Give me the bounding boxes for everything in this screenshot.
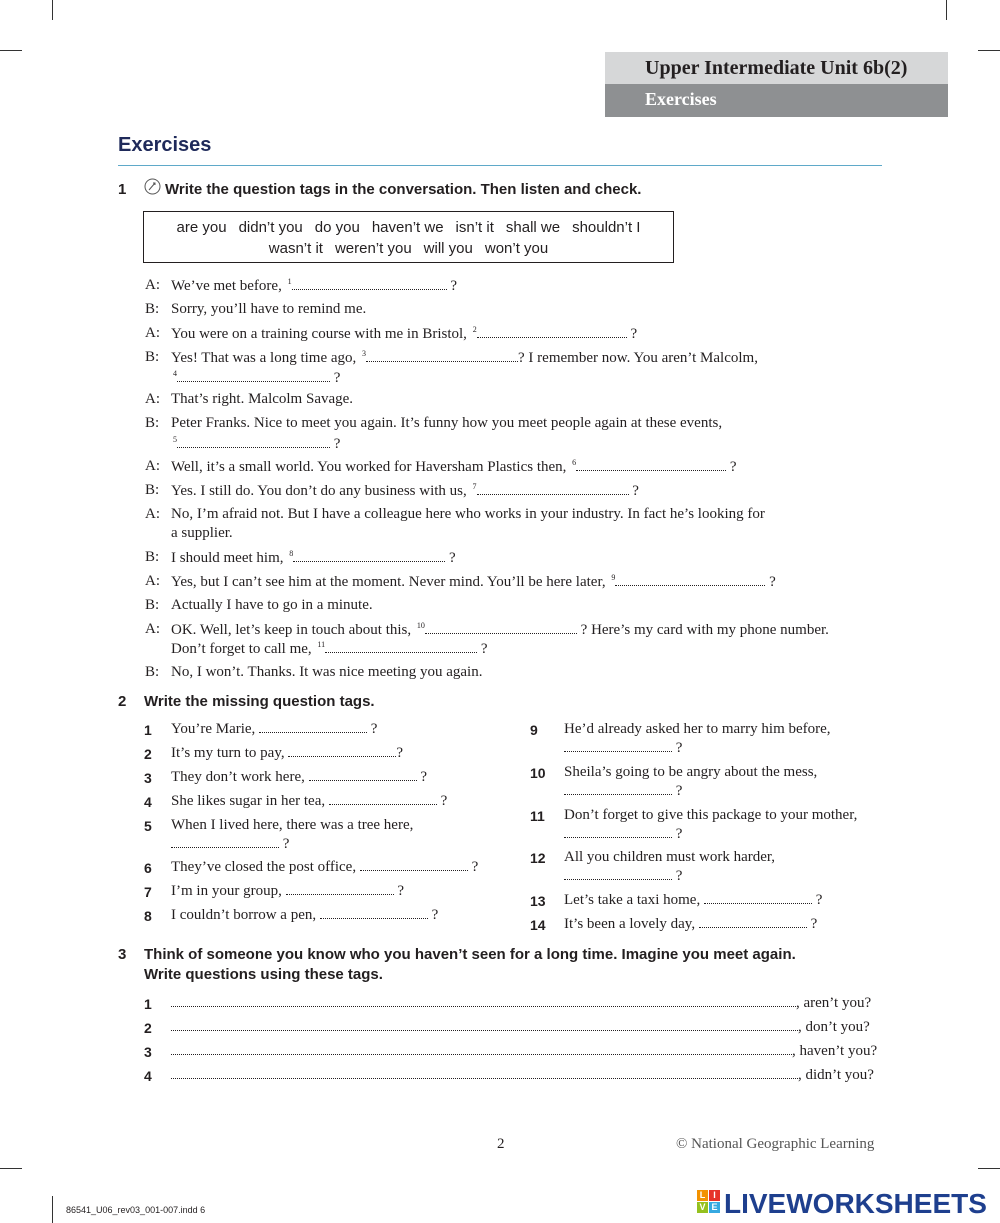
word-box-tag: will you	[423, 240, 473, 257]
question-mark: ?	[672, 868, 683, 884]
question-mark: ?	[672, 826, 683, 842]
exercise-2-number: 2	[118, 693, 127, 710]
conversation-line	[171, 277, 457, 295]
line-text-segment: ?	[726, 459, 737, 475]
answer-blank[interactable]	[292, 278, 447, 290]
gap-number: 1	[287, 277, 292, 286]
copyright: © National Geographic Learning	[676, 1136, 875, 1152]
question-mark: ?	[467, 859, 479, 875]
line-text-segment: ?	[626, 326, 638, 342]
line-text-segment: No, I’m afraid not. But I have a colleague here who works in your industry. In fact he’s looking for	[171, 506, 765, 522]
question-mark: ?	[396, 745, 404, 761]
speaker-label: B:	[145, 415, 160, 431]
writing-line	[171, 1019, 870, 1036]
answer-blank[interactable]	[576, 459, 726, 471]
item-text-segment: You’re Marie,	[171, 721, 260, 737]
conversation-line	[171, 435, 340, 453]
logo-letter-tile: L	[697, 1190, 708, 1201]
item-number: 6	[144, 860, 152, 876]
answer-blank[interactable]	[329, 793, 437, 805]
speaker-label: A:	[145, 506, 160, 522]
audio-disc-icon	[144, 178, 161, 195]
line-text-segment: a supplier.	[171, 525, 233, 541]
answer-blank[interactable]	[320, 907, 428, 919]
line-text-segment: Sorry, you’ll have to remind me.	[171, 301, 367, 317]
item-sentence	[171, 769, 427, 786]
conversation-line	[171, 525, 233, 542]
answer-blank[interactable]	[286, 883, 394, 895]
answer-blank[interactable]	[177, 370, 330, 382]
word-box-tag: won’t you	[484, 240, 549, 257]
speaker-label: B:	[145, 301, 160, 317]
gap-number: 4	[173, 369, 177, 378]
answer-blank[interactable]	[564, 826, 672, 838]
conversation-line	[171, 597, 373, 614]
item-number: 11	[530, 808, 545, 824]
item-number: 3	[144, 770, 152, 786]
item-number: 9	[530, 722, 538, 738]
item-number: 4	[144, 794, 152, 810]
unit-subtitle: Exercises	[605, 84, 948, 117]
crop-mark	[0, 50, 22, 51]
answer-blank[interactable]	[325, 641, 477, 653]
speaker-label: B:	[145, 597, 160, 613]
crop-mark	[0, 1168, 22, 1169]
line-text-segment: Don’t forget to call me,	[171, 641, 316, 657]
answer-blank[interactable]	[366, 350, 518, 362]
line-text-segment: No, I won’t. Thanks. It was nice meeting you again.	[171, 664, 483, 680]
word-box	[143, 211, 674, 263]
question-mark: ?	[367, 721, 378, 737]
line-text-segment: ? I remember now. You aren’t Malcolm,	[518, 350, 758, 366]
line-text-segment: ?	[330, 436, 341, 452]
item-sentence	[171, 883, 404, 900]
speaker-label: B:	[145, 349, 160, 365]
crop-mark	[52, 0, 53, 20]
exercise-3-instruction-line-1: Think of someone you know who you haven’t seen for a long time. Imagine you meet again.	[144, 946, 796, 963]
answer-blank[interactable]	[171, 1067, 798, 1079]
section-title: Exercises	[118, 134, 212, 156]
file-note: 86541_U06_rev03_001-007.indd 6	[66, 1205, 206, 1215]
answer-blank[interactable]	[564, 740, 672, 752]
item-text-segment: Don’t forget to give this package to your mother,	[564, 807, 858, 823]
answer-blank[interactable]	[477, 483, 629, 495]
answer-blank[interactable]	[293, 550, 445, 562]
line-text-segment: You were on a training course with me in Bristol,	[171, 326, 471, 342]
item-text-segment: It’s been a lovely day,	[564, 916, 699, 932]
exercise-3-number: 3	[118, 946, 127, 963]
line-text-segment: ?	[477, 641, 488, 657]
logo-letter-tile: I	[709, 1190, 720, 1201]
question-mark: ?	[393, 883, 404, 899]
item-number: 12	[530, 850, 546, 866]
line-text-segment: That’s right. Malcolm Savage.	[171, 391, 354, 407]
gap-number: 6	[572, 458, 577, 467]
item-text-segment: She likes sugar in her tea,	[171, 793, 329, 809]
answer-blank[interactable]	[360, 859, 468, 871]
unit-header	[605, 52, 948, 117]
line-text-segment: OK. Well, let’s keep in touch about this,	[171, 622, 415, 638]
exercise-1-number: 1	[118, 181, 127, 198]
item-sentence	[564, 807, 857, 824]
line-text-segment: Yes, but I can’t see him at the moment. Never mind. You’ll be here later,	[171, 574, 610, 590]
writing-line	[171, 1067, 874, 1084]
item-sentence-continued	[564, 740, 682, 757]
answer-blank[interactable]	[477, 326, 627, 338]
speaker-label: A:	[145, 277, 160, 293]
answer-blank[interactable]	[704, 892, 812, 904]
question-mark: ?	[436, 793, 448, 809]
item-sentence-continued	[564, 868, 682, 885]
answer-blank[interactable]	[564, 868, 672, 880]
question-mark: ?	[672, 740, 683, 756]
word-box-tag: wasn’t it	[268, 240, 323, 257]
line-text-segment: I should meet him,	[171, 550, 288, 566]
gap-number: 11	[317, 640, 326, 649]
conversation-line	[171, 664, 482, 681]
conversation-line	[171, 349, 758, 367]
item-text-segment: It’s my turn to pay,	[171, 745, 289, 761]
logo-letter-tile: V	[697, 1202, 708, 1213]
speaker-label: B:	[145, 482, 160, 498]
item-number: 2	[144, 746, 152, 762]
question-tag: , aren’t you?	[796, 995, 872, 1011]
item-text-segment: When I lived here, there was a tree here,	[171, 817, 414, 833]
item-sentence-continued	[564, 826, 682, 843]
gap-number: 8	[289, 549, 294, 558]
item-sentence-continued	[171, 836, 289, 853]
answer-blank[interactable]	[615, 574, 765, 586]
speaker-label: B:	[145, 549, 160, 565]
item-number: 2	[144, 1020, 152, 1036]
item-sentence	[171, 817, 413, 834]
line-text-segment: ?	[446, 278, 457, 294]
crop-mark	[52, 1196, 53, 1223]
conversation-line	[171, 391, 353, 408]
question-mark: ?	[806, 916, 818, 932]
question-mark: ?	[416, 769, 428, 785]
answer-blank[interactable]	[259, 721, 367, 733]
item-sentence	[564, 916, 817, 933]
answer-blank[interactable]	[177, 436, 330, 448]
conversation-line	[171, 301, 366, 318]
item-number: 4	[144, 1068, 152, 1084]
speaker-label: A:	[145, 573, 160, 589]
conversation-line	[171, 640, 488, 658]
item-number: 3	[144, 1044, 152, 1060]
exercise-2-instruction: Write the missing question tags.	[144, 693, 375, 710]
item-sentence	[171, 859, 478, 876]
conversation-line	[171, 369, 340, 387]
line-text-segment: ?	[445, 550, 456, 566]
item-text-segment: He’d already asked her to marry him before,	[564, 721, 831, 737]
word-box-line-1	[144, 217, 673, 238]
crop-mark	[946, 0, 947, 20]
line-text-segment: We’ve met before,	[171, 278, 286, 294]
word-box-line-2	[144, 238, 673, 259]
item-number: 7	[144, 884, 152, 900]
line-text-segment: Yes! That was a long time ago,	[171, 350, 361, 366]
speaker-label: B:	[145, 664, 160, 680]
question-mark: ?	[427, 907, 439, 923]
item-number: 5	[144, 818, 152, 834]
writing-line	[171, 995, 871, 1012]
item-text-segment: All you children must work harder,	[564, 849, 776, 865]
crop-mark	[978, 50, 1000, 51]
item-sentence	[171, 721, 377, 738]
line-text-segment: ?	[628, 483, 639, 499]
line-text-segment: ?	[765, 574, 776, 590]
word-box-tag: didn’t you	[238, 219, 303, 236]
line-text-segment: Peter Franks. Nice to meet you again. It’s funny how you meet people again at these events,	[171, 415, 723, 431]
gap-number: 3	[362, 349, 367, 358]
item-number: 1	[144, 722, 152, 738]
answer-blank[interactable]	[564, 783, 672, 795]
answer-blank[interactable]	[309, 769, 417, 781]
answer-blank[interactable]	[425, 622, 577, 634]
word-box-tag: do you	[314, 219, 360, 236]
conversation-line	[171, 458, 737, 476]
crop-mark	[978, 1168, 1000, 1169]
line-text-segment: ? Here’s my card with my phone number.	[576, 622, 829, 638]
gap-number: 10	[416, 621, 425, 630]
page-number: 2	[497, 1136, 505, 1152]
question-tag: , don’t you?	[798, 1019, 870, 1035]
exercise-3-instruction-line-2: Write questions using these tags.	[144, 966, 383, 983]
conversation-line	[171, 506, 765, 523]
speaker-label: A:	[145, 458, 160, 474]
answer-blank[interactable]	[171, 995, 796, 1007]
liveworksheets-logo-icon	[697, 1190, 721, 1214]
answer-blank[interactable]	[288, 745, 396, 757]
gap-number: 9	[611, 573, 616, 582]
item-sentence	[171, 745, 403, 762]
question-mark: ?	[279, 836, 290, 852]
question-mark: ?	[811, 892, 823, 908]
line-text-segment: Yes. I still do. You don’t do any business with us,	[171, 483, 471, 499]
word-box-tag: shouldn’t I	[572, 219, 641, 236]
answer-blank[interactable]	[171, 836, 279, 848]
word-box-tag: are you	[176, 219, 227, 236]
item-number: 14	[530, 917, 546, 933]
item-number: 10	[530, 765, 546, 781]
item-text-segment: Let’s take a taxi home,	[564, 892, 704, 908]
item-number: 13	[530, 893, 546, 909]
item-text-segment: I couldn’t borrow a pen,	[171, 907, 320, 923]
answer-blank[interactable]	[171, 1043, 792, 1055]
item-text-segment: I’m in your group,	[171, 883, 286, 899]
question-mark: ?	[672, 783, 683, 799]
answer-blank[interactable]	[171, 1019, 798, 1031]
word-box-tag: haven’t we	[371, 219, 444, 236]
gap-number: 5	[173, 435, 177, 444]
conversation-line	[171, 325, 637, 343]
section-divider	[118, 165, 882, 166]
item-sentence-continued	[564, 783, 682, 800]
exercise-1-instruction: Write the question tags in the conversation. Then listen and check.	[165, 181, 642, 198]
word-box-tag: shall we	[505, 219, 561, 236]
question-tag: , haven’t you?	[792, 1043, 878, 1059]
item-sentence	[564, 764, 817, 781]
line-text-segment: Well, it’s a small world. You worked for Haversham Plastics then,	[171, 459, 571, 475]
item-text-segment: They don’t work here,	[171, 769, 309, 785]
conversation-line	[171, 573, 776, 591]
conversation-line	[171, 482, 639, 500]
gap-number: 2	[472, 325, 477, 334]
item-text-segment: They’ve closed the post office,	[171, 859, 360, 875]
item-sentence	[564, 849, 775, 866]
unit-title: Upper Intermediate Unit 6b(2)	[605, 52, 948, 84]
conversation-line	[171, 621, 829, 639]
line-text-segment: Actually I have to go in a minute.	[171, 597, 373, 613]
conversation-line	[171, 549, 456, 567]
line-text-segment: ?	[330, 370, 341, 386]
answer-blank[interactable]	[699, 916, 807, 928]
writing-line	[171, 1043, 877, 1060]
item-sentence	[171, 907, 438, 924]
item-sentence	[564, 892, 822, 909]
logo-letter-tile: E	[709, 1202, 720, 1213]
conversation-line	[171, 415, 722, 432]
item-sentence	[564, 721, 831, 738]
speaker-label: A:	[145, 621, 160, 637]
question-tag: , didn’t you?	[798, 1067, 874, 1083]
liveworksheets-logo: LIVEWORKSHEETS	[724, 1188, 987, 1219]
word-box-tag: weren’t you	[334, 240, 412, 257]
item-number: 8	[144, 908, 152, 924]
word-box-tag: isn’t it	[455, 219, 494, 236]
item-text-segment: Sheila’s going to be angry about the mess,	[564, 764, 818, 780]
speaker-label: A:	[145, 325, 160, 341]
speaker-label: A:	[145, 391, 160, 407]
gap-number: 7	[472, 482, 477, 491]
item-number: 1	[144, 996, 152, 1012]
item-sentence	[171, 793, 447, 810]
